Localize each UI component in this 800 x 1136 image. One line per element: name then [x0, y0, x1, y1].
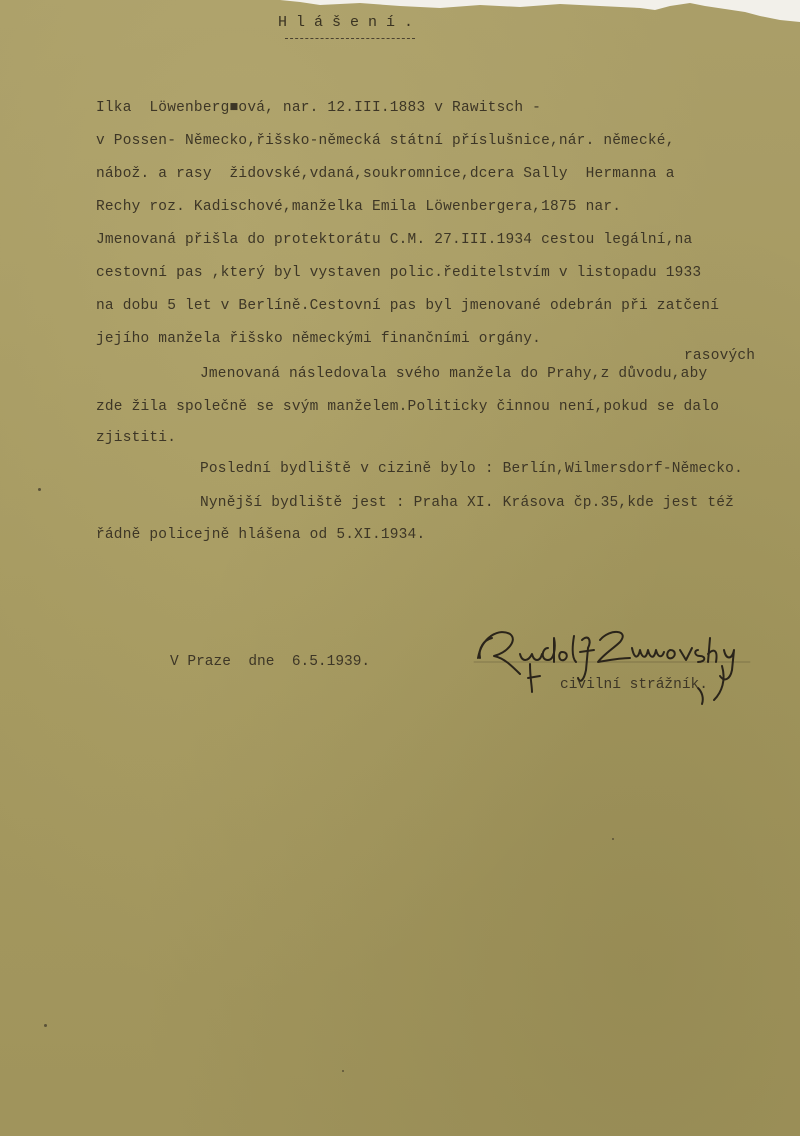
paragraph2-line-3: zjistiti. — [96, 430, 177, 446]
current-residence-line-2: řádně policejně hlášena od 5.XI.1934. — [96, 527, 426, 543]
document-title: Hlášení. — [277, 14, 422, 31]
paragraph1-line-6: cestovní pas ,který byl vystaven polic.ředitelstvím v listopadu 1933 — [96, 265, 702, 281]
current-residence-line-1: Nynější bydliště jest : Praha XI. Krásova čp.35,kde jest též — [200, 495, 735, 511]
signature-title: civilní strážník. — [560, 677, 708, 693]
paragraph1-line-5: Jmenovaná přišla do protektorátu C.M. 27.III.1934 cestou legální,na — [96, 232, 693, 248]
title-underline — [285, 38, 415, 39]
paragraph2-insert-word: rasových — [684, 348, 756, 364]
paragraph1-line-4: Rechy roz. Kadischové,manželka Emila Löwenbergera,1875 nar. — [96, 199, 622, 215]
paragraph1-line-7: na dobu 5 let v Berlíně.Cestovní pas byl jmenované odebrán při zatčení — [96, 298, 720, 314]
paper-speck — [44, 1024, 47, 1027]
paragraph1-line-1: Ilka Löwenberg■ová, nar. 12.III.1883 v Rawitsch - — [96, 100, 542, 116]
paragraph2-line-2: zde žila společně se svým manželem.Politicky činnou není,pokud se dalo — [96, 399, 720, 415]
paragraph1-line-2: v Possen- Německo,řišsko-německá státní příslušnice,nár. německé, — [96, 133, 675, 149]
paragraph1-line-8: jejího manžela řišsko německými finančními orgány. — [96, 331, 542, 347]
paragraph2-line-1: Jmenovaná následovala svého manžela do Prahy,z důvodu,aby — [200, 366, 708, 382]
paragraph1-line-3: nábož. a rasy židovské,vdaná,soukromnice,dcera Sally Hermanna a — [96, 166, 675, 182]
handwritten-signature — [470, 618, 770, 708]
paper-speck — [38, 488, 41, 491]
last-residence-line: Poslední bydliště v cizině bylo : Berlín,Wilmersdorf-Německo. — [200, 461, 743, 477]
paper-speck — [612, 838, 614, 840]
paper-speck — [342, 1070, 344, 1072]
date-line: V Praze dne 6.5.1939. — [170, 654, 371, 670]
